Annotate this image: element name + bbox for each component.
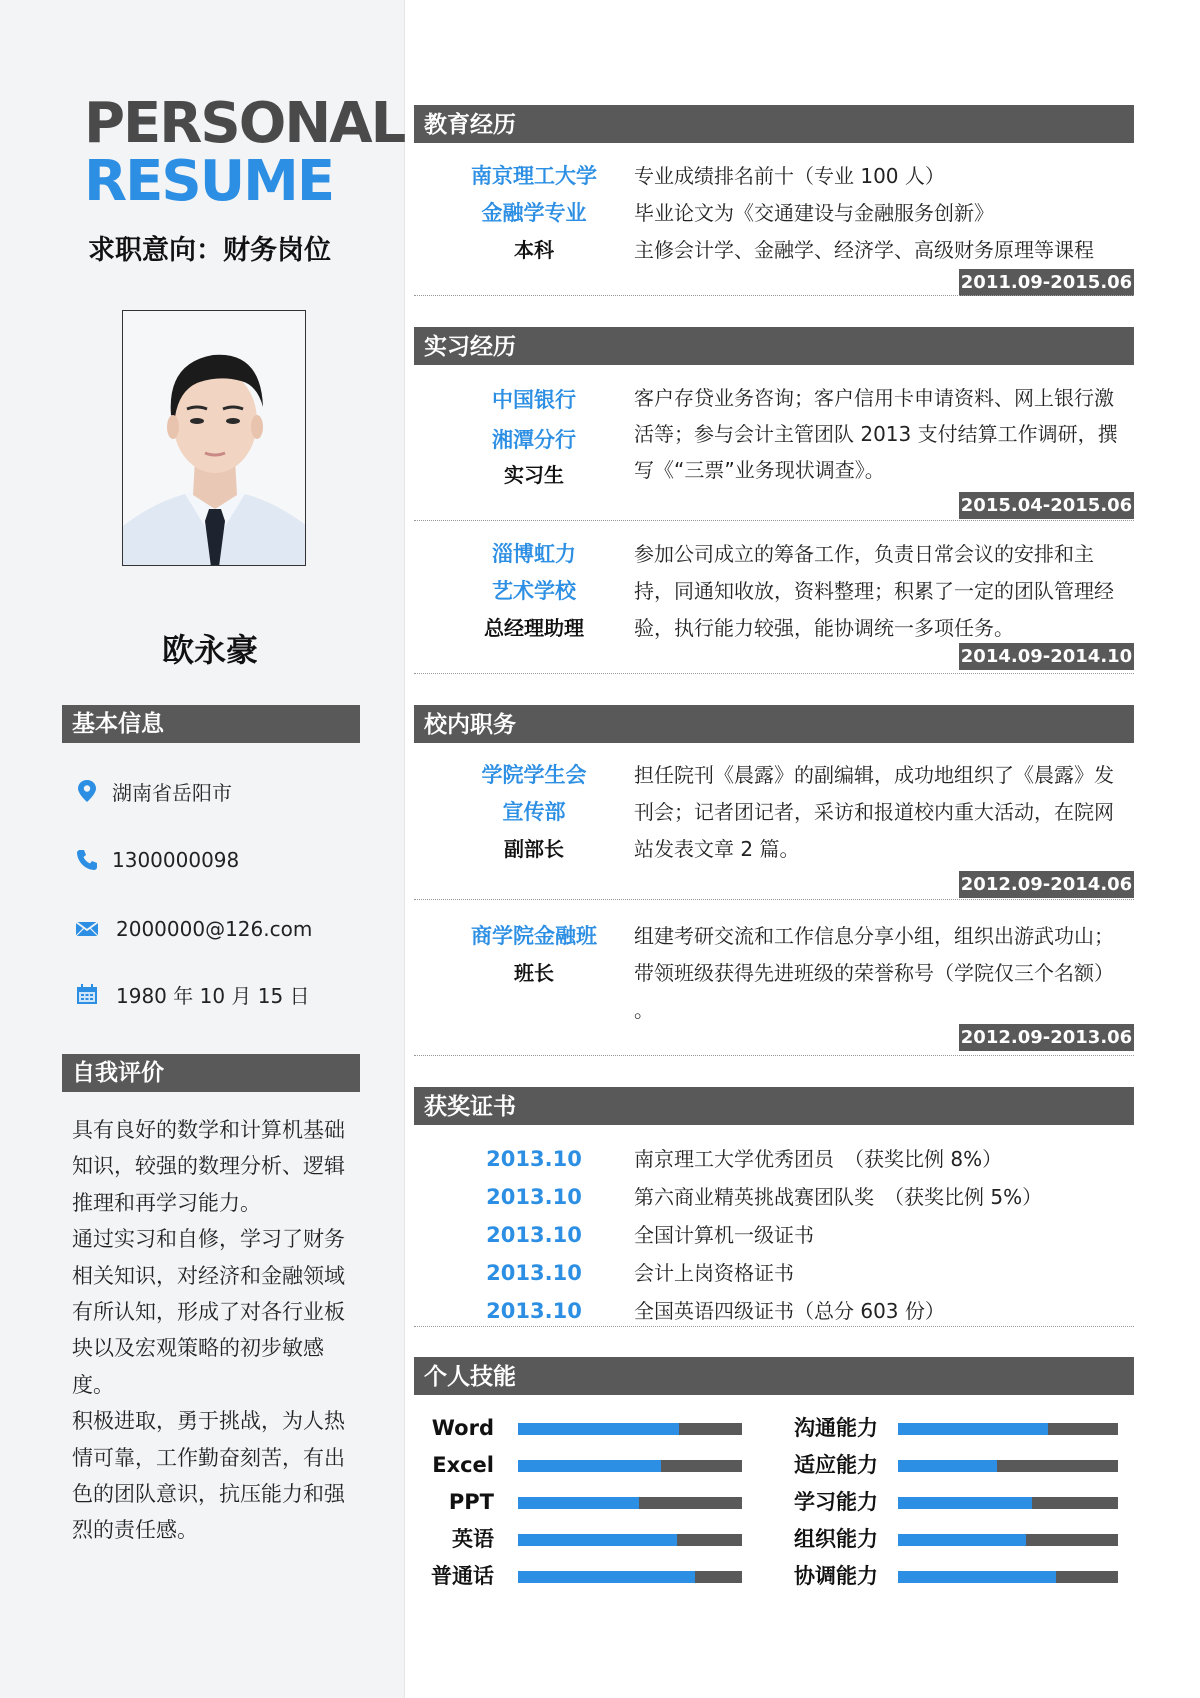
date-badge: 2012.09-2013.06 bbox=[959, 1024, 1134, 1051]
phone-icon bbox=[74, 847, 100, 873]
desc-line: 带领班级获得先进班级的荣誉称号（学院仅三个名额） bbox=[634, 961, 1114, 985]
email-row bbox=[74, 911, 312, 947]
degree: 本科 bbox=[514, 238, 554, 262]
self-eval-paragraph: 通过实习和自修，学习了财务相关知识，对经济和金融领域有所认知，形成了对各行业板块以及宏观策略的初步敏感度。 bbox=[72, 1227, 345, 1397]
skill-label: 普通话 bbox=[431, 1564, 494, 1588]
skill-label: 学习能力 bbox=[794, 1490, 878, 1514]
skill-row bbox=[404, 1447, 742, 1483]
award-row bbox=[414, 1216, 1134, 1254]
award-row bbox=[414, 1178, 1134, 1216]
award-text: 第六商业精英挑战赛团队奖 （获奖比例 5%） bbox=[634, 1185, 1043, 1209]
desc-line: 验，执行能力较强，能协调统一多项任务。 bbox=[634, 616, 1014, 640]
award-date: 2013.10 bbox=[486, 1147, 582, 1171]
profile-photo bbox=[122, 310, 306, 566]
divider bbox=[414, 673, 1134, 674]
skill-row bbox=[404, 1484, 742, 1520]
divider bbox=[414, 520, 1134, 521]
education-org bbox=[434, 158, 634, 269]
title-personal: PERSONAL bbox=[84, 91, 405, 156]
email-text: 2000000@126.com bbox=[116, 917, 313, 941]
skill-row bbox=[404, 1410, 742, 1446]
skill-label: 英语 bbox=[452, 1527, 494, 1551]
divider bbox=[414, 1055, 1134, 1056]
title-resume: RESUME bbox=[84, 149, 334, 214]
skill-bar-fill bbox=[518, 1460, 661, 1472]
org-name: 淄博虹力 bbox=[492, 542, 576, 566]
desc-line: 刊会；记者团记者，采访和报道校内重大活动，在院网 bbox=[634, 800, 1114, 824]
org-dept: 宣传部 bbox=[502, 800, 566, 824]
internship-entry bbox=[414, 536, 1134, 674]
skill-bar bbox=[898, 1423, 1118, 1435]
desc-line: 站发表文章 2 篇。 bbox=[634, 837, 800, 861]
skill-row bbox=[404, 1521, 742, 1557]
campus-entry bbox=[414, 757, 1134, 899]
education-entry bbox=[414, 158, 1134, 296]
internship-heading: 实习经历 bbox=[414, 327, 1134, 365]
skill-row bbox=[788, 1484, 1118, 1520]
date-badge: 2014.09-2014.10 bbox=[959, 643, 1134, 670]
desc-line: 活等；参与会计主管团队 2013 支付结算工作调研，撰 bbox=[634, 422, 1118, 446]
location-icon bbox=[74, 778, 100, 804]
award-text: 全国英语四级证书（总分 603 份） bbox=[634, 1299, 945, 1323]
award-text: 全国计算机一级证书 bbox=[634, 1223, 814, 1247]
campus-heading: 校内职务 bbox=[414, 705, 1134, 743]
campus-org bbox=[434, 918, 634, 992]
skill-label: 适应能力 bbox=[794, 1453, 878, 1477]
skill-bar-fill bbox=[898, 1497, 1032, 1509]
campus-entry bbox=[414, 918, 1134, 1054]
skill-bar-fill bbox=[518, 1571, 695, 1583]
skill-row bbox=[788, 1447, 1118, 1483]
education-heading: 教育经历 bbox=[414, 105, 1134, 143]
profile-photo-illustration bbox=[123, 311, 306, 566]
org-name: 中国银行 bbox=[492, 388, 576, 412]
skill-row bbox=[788, 1558, 1118, 1594]
campus-org bbox=[434, 757, 634, 868]
desc-line: 参加公司成立的筹备工作，负责日常会议的安排和主 bbox=[634, 542, 1094, 566]
education-line: 主修会计学、金融学、经济学、高级财务原理等课程 bbox=[634, 238, 1094, 262]
internship-desc bbox=[634, 536, 1134, 647]
basic-info-heading: 基本信息 bbox=[62, 705, 360, 743]
skill-label: 组织能力 bbox=[794, 1527, 878, 1551]
award-row bbox=[414, 1292, 1134, 1330]
date-badge: 2012.09-2014.06 bbox=[959, 871, 1134, 898]
education-desc bbox=[634, 158, 1134, 269]
skill-label: PPT bbox=[448, 1490, 494, 1514]
desc-line: 组建考研交流和工作信息分享小组，组织出游武功山； bbox=[634, 924, 1114, 948]
role: 总经理助理 bbox=[484, 616, 584, 640]
skill-bar-fill bbox=[898, 1423, 1048, 1435]
skill-bar-fill bbox=[518, 1423, 679, 1435]
birthday-row bbox=[74, 976, 310, 1012]
skill-bar bbox=[518, 1423, 742, 1435]
skill-bar bbox=[518, 1460, 742, 1472]
role: 实习生 bbox=[504, 463, 564, 487]
date-badge: 2011.09-2015.06 bbox=[959, 269, 1134, 296]
skill-bar-fill bbox=[898, 1571, 1056, 1583]
skill-label: 沟通能力 bbox=[794, 1416, 878, 1440]
self-eval-paragraph: 具有良好的数学和计算机基础知识，较强的数理分析、逻辑推理和再学习能力。 bbox=[72, 1118, 345, 1215]
award-date: 2013.10 bbox=[486, 1299, 582, 1323]
address-text: 湖南省岳阳市 bbox=[112, 780, 232, 805]
calendar-icon bbox=[74, 981, 100, 1007]
org-branch: 湘潭分行 bbox=[492, 428, 576, 452]
internship-org bbox=[434, 380, 634, 490]
skill-bar-fill bbox=[518, 1497, 639, 1509]
skill-bar bbox=[898, 1571, 1118, 1583]
divider bbox=[414, 899, 1134, 900]
desc-line: 客户存贷业务咨询；客户信用卡申请资料、网上银行激 bbox=[634, 386, 1114, 410]
desc-line: 写《“三票”业务现状调查》。 bbox=[634, 458, 885, 482]
phone-text: 1300000098 bbox=[112, 848, 240, 872]
org-name: 学院学生会 bbox=[481, 763, 587, 787]
skill-bar-fill bbox=[518, 1534, 677, 1546]
skill-row bbox=[788, 1521, 1118, 1557]
skill-bar bbox=[518, 1571, 742, 1583]
desc-line: 。 bbox=[634, 998, 654, 1022]
skill-bar bbox=[518, 1497, 742, 1509]
award-text: 南京理工大学优秀团员 （获奖比例 8%） bbox=[634, 1147, 1003, 1171]
internship-org bbox=[434, 536, 634, 647]
campus-desc bbox=[634, 757, 1134, 868]
school-name: 南京理工大学 bbox=[471, 164, 597, 188]
skill-label: Excel bbox=[432, 1453, 494, 1477]
skill-bar bbox=[898, 1534, 1118, 1546]
internship-desc bbox=[634, 380, 1134, 488]
desc-line: 持，同通知收放，资料整理；积累了一定的团队管理经 bbox=[634, 579, 1114, 603]
address-row bbox=[74, 773, 232, 809]
skill-bar bbox=[898, 1497, 1118, 1509]
awards-heading: 获奖证书 bbox=[414, 1087, 1134, 1125]
job-intent: 求职意向：财务岗位 bbox=[88, 235, 331, 266]
major-name: 金融学专业 bbox=[481, 201, 587, 225]
award-date: 2013.10 bbox=[486, 1223, 582, 1247]
role: 班长 bbox=[514, 961, 554, 985]
skill-bar-fill bbox=[898, 1534, 1026, 1546]
org-branch: 艺术学校 bbox=[492, 579, 576, 603]
divider bbox=[414, 295, 1134, 296]
education-line: 毕业论文为《交通建设与金融服务创新》 bbox=[634, 201, 994, 225]
date-badge: 2015.04-2015.06 bbox=[959, 492, 1134, 519]
candidate-name: 欧永豪 bbox=[161, 631, 258, 669]
award-text: 会计上岗资格证书 bbox=[634, 1261, 794, 1285]
self-eval-paragraph: 积极进取，勇于挑战，为人热情可靠，工作勤奋刻苦，有出色的团队意识，抗压能力和强烈的责任感。 bbox=[72, 1409, 345, 1543]
skills-heading: 个人技能 bbox=[414, 1357, 1134, 1395]
campus-desc bbox=[634, 918, 1134, 1029]
desc-line: 担任院刊《晨露》的副编辑，成功地组织了《晨露》发 bbox=[634, 763, 1114, 787]
skill-bar bbox=[518, 1534, 742, 1546]
skill-bar-fill bbox=[898, 1460, 997, 1472]
self-eval-heading: 自我评价 bbox=[62, 1054, 360, 1092]
internship-entry bbox=[414, 380, 1134, 520]
skill-bar bbox=[898, 1460, 1118, 1472]
mail-icon bbox=[74, 916, 100, 942]
education-line: 专业成绩排名前十（专业 100 人） bbox=[634, 164, 945, 188]
phone-row bbox=[74, 842, 239, 878]
divider bbox=[414, 1326, 1134, 1327]
skill-label: 协调能力 bbox=[794, 1564, 878, 1588]
award-date: 2013.10 bbox=[486, 1261, 582, 1285]
award-date: 2013.10 bbox=[486, 1185, 582, 1209]
award-row bbox=[414, 1254, 1134, 1292]
skill-row bbox=[404, 1558, 742, 1594]
skill-row bbox=[788, 1410, 1118, 1446]
role: 副部长 bbox=[504, 837, 564, 861]
self-eval-text bbox=[72, 1112, 354, 1549]
org-name: 商学院金融班 bbox=[471, 924, 597, 948]
award-row bbox=[414, 1140, 1134, 1178]
sidebar bbox=[0, 0, 405, 1698]
skill-label: Word bbox=[431, 1416, 494, 1440]
birthday-text: 1980 年 10 月 15 日 bbox=[116, 983, 310, 1008]
